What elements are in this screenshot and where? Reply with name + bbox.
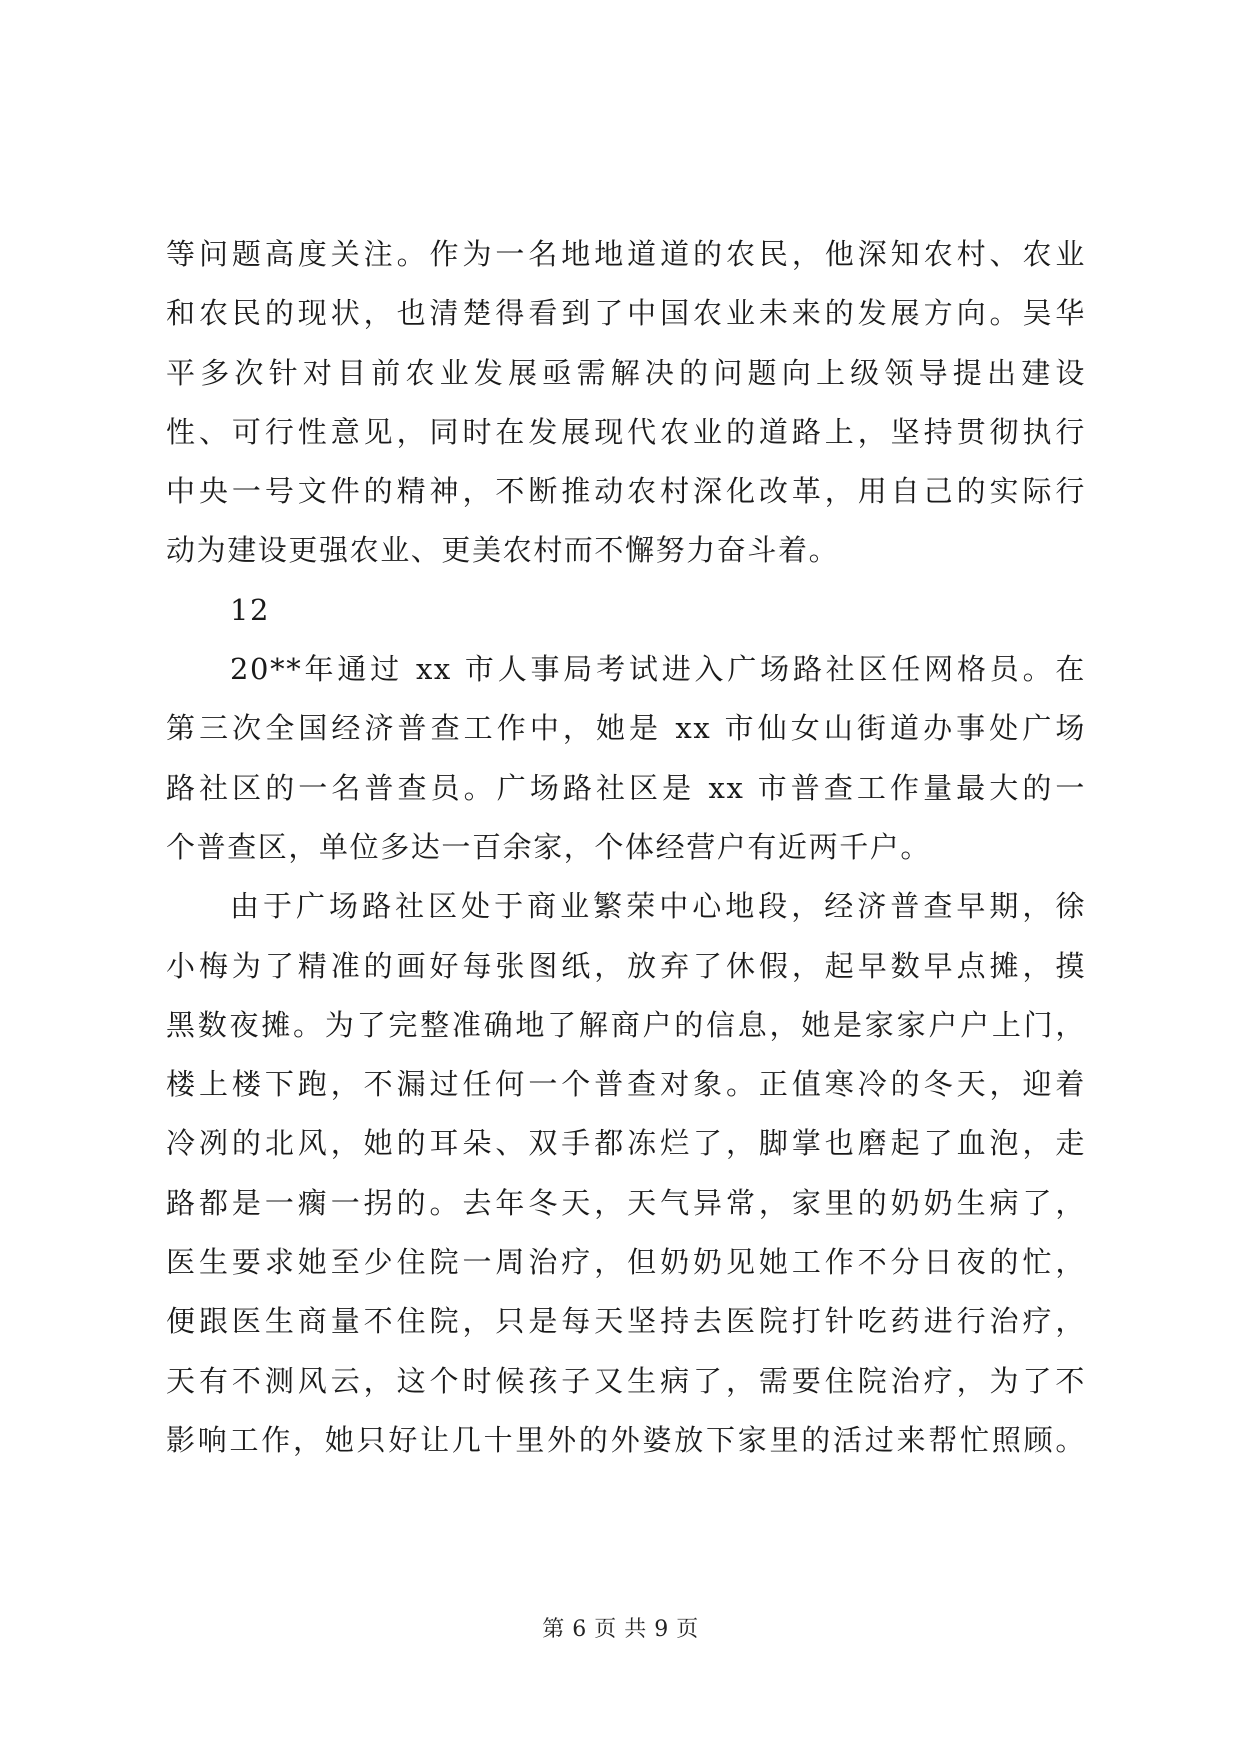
paragraph-3 xyxy=(166,640,1086,877)
text-line: 性、可行性意见，同时在发展现代农业的道路上，坚持贯彻执行 xyxy=(166,414,1086,449)
text-line: 中央一号文件的精神，不断推动农村深化改革，用自己的实际行 xyxy=(166,474,1086,509)
paragraph-4 xyxy=(166,877,1086,1470)
text-line: 便跟医生商量不住院，只是每天坚持去医院打针吃药进行治疗， xyxy=(166,1304,1086,1339)
text-line: 医生要求她至少住院一周治疗，但奶奶见她工作不分日夜的忙， xyxy=(166,1245,1086,1280)
text-line: 12 xyxy=(230,592,271,627)
text-line: 黑数夜摊。为了完整准确地了解商户的信息，她是家家户户上门， xyxy=(166,1007,1086,1042)
document-body xyxy=(166,225,1086,1470)
paragraph-2 xyxy=(166,581,1086,640)
text-line: 路社区的一名普查员。广场路社区是 xx 市普查工作量最大的一 xyxy=(166,770,1086,805)
text-line: 小梅为了精准的画好每张图纸，放弃了休假，起早数早点摊，摸 xyxy=(166,948,1086,983)
text-line: 楼上楼下跑，不漏过任何一个普查对象。正值寒冷的冬天，迎着 xyxy=(166,1067,1086,1102)
text-line: 个普查区，单位多达一百余家，个体经营户有近两千户。 xyxy=(166,829,932,864)
text-line: 冷冽的北风，她的耳朵、双手都冻烂了，脚掌也磨起了血泡，走 xyxy=(166,1126,1086,1161)
text-line: 平多次针对目前农业发展亟需解决的问题向上级领导提出建设 xyxy=(166,355,1086,390)
text-line: 动为建设更强农业、更美农村而不懈努力奋斗着。 xyxy=(166,533,840,568)
text-line: 第三次全国经济普查工作中，她是 xx 市仙女山街道办事处广场 xyxy=(166,711,1086,746)
text-line: 影响工作，她只好让几十里外的外婆放下家里的活过来帮忙照顾。 xyxy=(166,1422,1086,1457)
text-line: 20**年通过 xx 市人事局考试进入广场路社区任网格员。在 xyxy=(230,652,1086,687)
text-line: 天有不测风云，这个时候孩子又生病了，需要住院治疗，为了不 xyxy=(166,1363,1086,1398)
page-number-footer: 第 6 页 共 9 页 xyxy=(542,1617,699,1642)
text-line: 和农民的现状，也清楚得看到了中国农业未来的发展方向。吴华 xyxy=(166,296,1086,331)
paragraph-1 xyxy=(166,225,1086,581)
text-line: 等问题高度关注。作为一名地地道道的农民，他深知农村、农业 xyxy=(166,237,1086,271)
text-line: 由于广场路社区处于商业繁荣中心地段，经济普查早期，徐 xyxy=(230,889,1086,924)
text-line: 路都是一瘸一拐的。去年冬天，天气异常，家里的奶奶生病了， xyxy=(166,1185,1086,1220)
